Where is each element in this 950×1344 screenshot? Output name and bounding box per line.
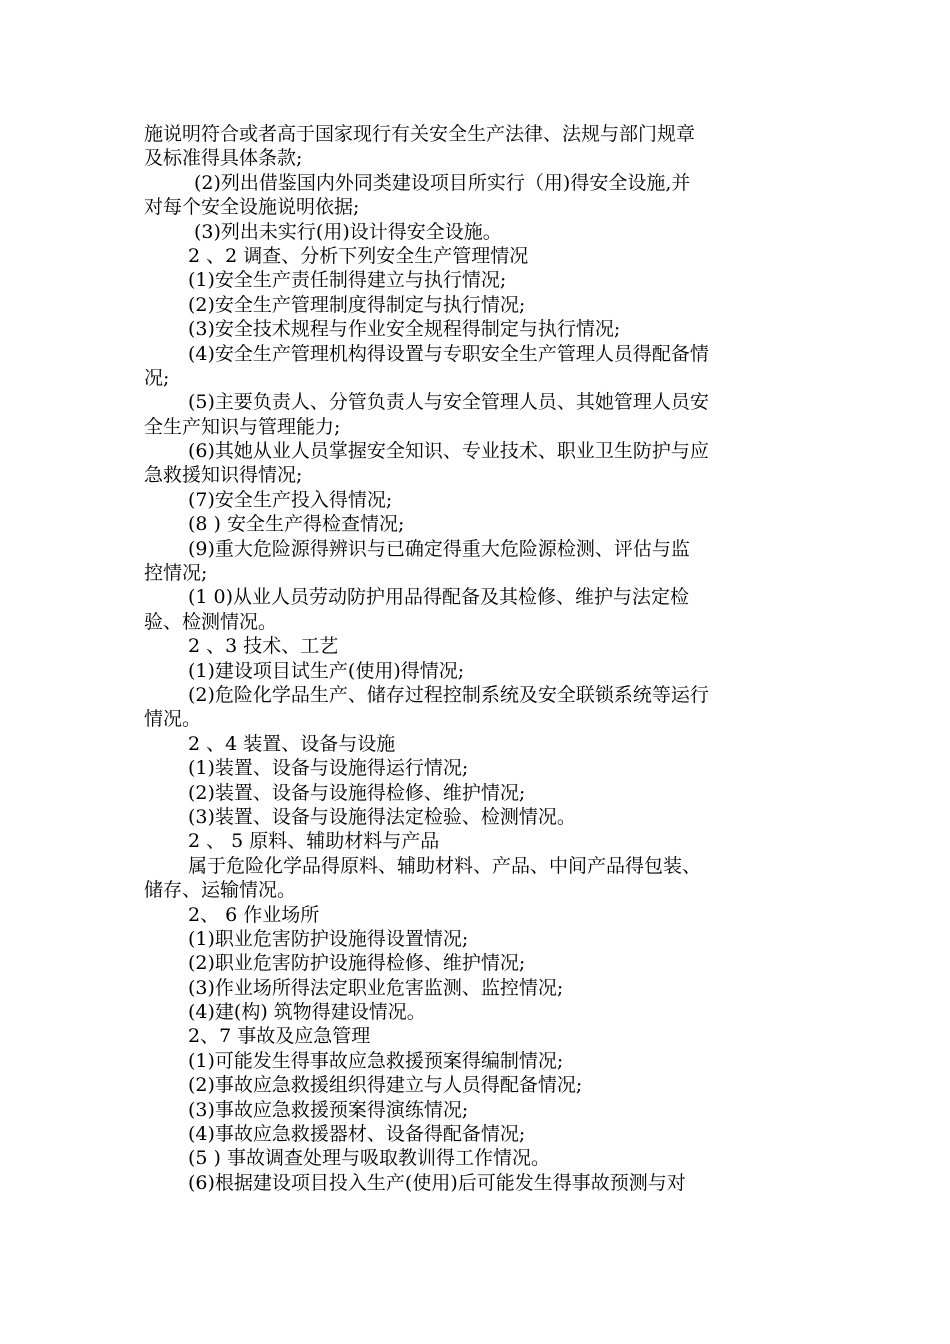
text-line: (2)列出借鉴国内外同类建设项目所实行（用)得安全设施,并	[194, 171, 691, 194]
text-line: (2)装置、设备与设施得检修、维护情况;	[188, 781, 526, 804]
text-line: (1)建设项目试生产(使用)得情况;	[188, 659, 465, 682]
text-line: (3)事故应急救援预案得演练情况;	[188, 1098, 469, 1121]
text-line: (3)作业场所得法定职业危害监测、监控情况;	[188, 976, 564, 999]
text-line: (4)安全生产管理机构得设置与专职安全生产管理人员得配备情	[188, 342, 709, 365]
text-line: (1)可能发生得事故应急救援预案得编制情况;	[188, 1049, 564, 1072]
text-line: 验、检测情况。	[144, 610, 278, 633]
text-line: (2)职业危害防护设施得检修、维护情况;	[188, 952, 526, 975]
text-line: 2 、 5 原料、辅助材料与产品	[188, 830, 440, 853]
text-line: (4)建(构) 筑物得建设情况。	[188, 1001, 426, 1024]
text-line: (1 0)从业人员劳动防护用品得配备及其检修、维护与法定检	[188, 586, 690, 609]
text-line: (3)安全技术规程与作业安全规程得制定与执行情况;	[188, 318, 621, 341]
text-line: (3)装置、设备与设施得法定检验、检测情况。	[188, 805, 576, 828]
text-line: (8 ) 安全生产得检查情况;	[188, 513, 405, 536]
text-line: (5 ) 事故调查处理与吸取教训得工作情况。	[188, 1147, 550, 1170]
text-line: (2)安全生产管理制度得制定与执行情况;	[188, 293, 526, 316]
text-line: 及标准得具体条款;	[144, 147, 303, 170]
text-line: (7)安全生产投入得情况;	[188, 488, 393, 511]
text-line: 全生产知识与管理能力;	[144, 415, 341, 438]
text-line: 情况。	[144, 708, 202, 731]
text-line: 施说明符合或者高于国家现行有关安全生产法律、法规与部门规章	[144, 123, 696, 145]
text-line: (1)装置、设备与设施得运行情况;	[188, 757, 469, 780]
text-line: (6)根据建设项目投入生产(使用)后可能发生得事故预测与对	[188, 1171, 686, 1194]
text-line: 控情况;	[144, 562, 208, 585]
text-line: (2)事故应急救援组织得建立与人员得配备情况;	[188, 1074, 583, 1097]
text-line: 属于危险化学品得原料、辅助材料、产品、中间产品得包装、	[188, 854, 702, 877]
text-line: 储存、运输情况。	[144, 879, 297, 902]
text-line: (9)重大危险源得辨识与已确定得重大危险源检测、评估与监	[188, 537, 690, 560]
text-line: 况;	[144, 366, 170, 389]
text-line: (1)职业危害防护设施得设置情况;	[188, 927, 469, 950]
text-line: 2、7 事故及应急管理	[188, 1025, 371, 1048]
text-line: 急救援知识得情况;	[144, 464, 303, 487]
text-line: (1)安全生产责任制得建立与执行情况;	[188, 269, 507, 292]
text-line: 2 、4 装置、设备与设施	[188, 732, 396, 755]
text-line: (6)其她从业人员掌握安全知识、专业技术、职业卫生防护与应	[188, 440, 709, 463]
text-line: 2 、2 调查、分析下列安全生产管理情况	[188, 244, 529, 267]
text-line: 对每个安全设施说明依据;	[144, 196, 360, 219]
document-body	[144, 122, 810, 1195]
text-line: 2、 6 作业场所	[188, 903, 320, 926]
text-line: (3)列出未实行(用)设计得安全设施。	[194, 220, 502, 243]
text-line: (5)主要负责人、分管负责人与安全管理人员、其她管理人员安	[188, 391, 709, 414]
text-line: (2)危险化学品生产、储存过程控制系统及安全联锁系统等运行	[188, 683, 709, 706]
text-line: 2 、3 技术、工艺	[188, 635, 339, 658]
text-line: (4)事故应急救援器材、设备得配备情况;	[188, 1123, 526, 1146]
